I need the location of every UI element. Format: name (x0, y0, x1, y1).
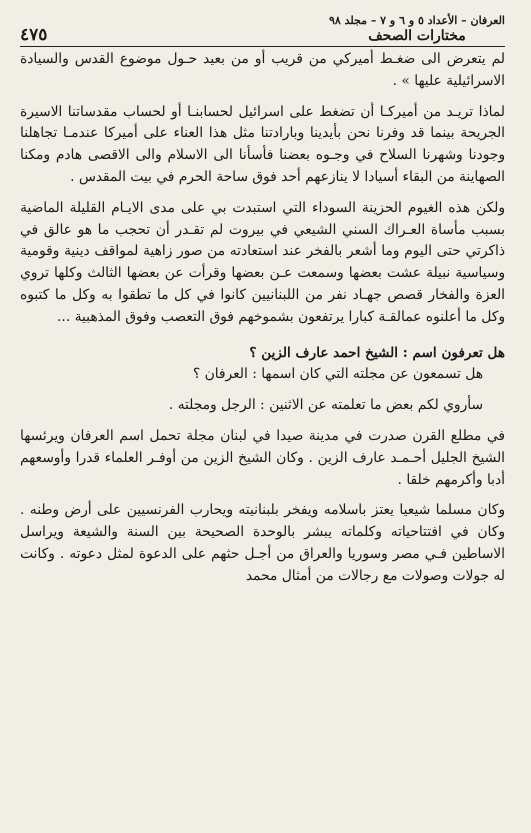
article-body (20, 49, 505, 588)
dialogue-line: هل تسمعون عن مجلته التي كان اسمها : العرفان ؟ (192, 366, 483, 383)
paragraph: في مطلع القرن صدرت في مدينة صيدا في لبنان مجلة تحمل اسم العرفان ويرئسها الشيخ الجليل أحـمـد عارف الزين . وكان الشيخ الزين من أوفـر العلماء قدرا وأوسعهم أدبا وأكرمهم خلقا . (20, 427, 505, 488)
paragraph: لماذا تريـد من أميركـا أن تضغط على اسرائيل لحسابنـا أو لحساب مقدساتنا الاسيرة الجريحة بينما قد وفرنا نحن بأيدينا وبارادتنا مثل هذا العناء على أميركا عندمـا تجاهلنا وجودنا وشهرنا السلاح في وجـوه بعضنا فأسأنا الى الاسلام والى الاقصى هادم ومكنا الصهاينة من البقاء أسيادا لا ينازعهم أحد فوق ساحة الحرم في بيت المقدس . (20, 103, 505, 185)
paragraph: وكان مسلما شيعيا يعتز باسلامه ويفخر بلبنانيته ويحارب الفرنسيين على أرض وطنه . وكان في افتتاحياته وكلماته يبشر بالوحدة الصحيحة بين السنة والشيعة ويراسل الاساطين فـي مصر وسوريا والعراق من أجـل حثهم على الدعوة لمثل دعوته . وكانت له جولات وصولات مع رجالات من أمثال محمد (20, 502, 505, 584)
dialogue-line: سأروي لكم بعض ما تعلمته عن الاثنين : الرجل ومجلته . (168, 397, 483, 414)
page-number: ٤٧٥ (20, 25, 48, 45)
section-title: مختارات الصحف (368, 28, 466, 44)
paragraph: لم يتعرض الى ضغـط أميركي من قريب أو من بعيد حـول موضوع القدس والسيادة الاسرائيلية عليها » . (20, 51, 505, 89)
paragraph: ولكن هذه الغيوم الحزينة السوداء التي استبدت بي على مدى الايـام القليلة الماضية بسبب مأساة العـراك السني الشيعي في بيروت لم تقـدر أن تحجب ما هو عالق في ذاكرتي حتى اليوم وما أشعر بالفخر عند استعادته من صور زاهية لمواقف دينية وقومية وسياسية نبيلة عشت بعضها وسمعت عـن بعضها وقرأت عن بعضها الثالث وكلها تروي العزة والفخار قصص جهـاد نفر من اللبنانيين كانوا في كل ما تطقوا به وكل ما كتبوه وكل ما أعلنوه عمالقـة كبارا يرتفعون بشموخهم فوق التعصب وفوق المذهبية ... (20, 199, 505, 325)
page-header (20, 10, 505, 47)
header-title-block (329, 14, 505, 46)
question-heading: هل تعرفون اسم : الشيخ احمد عارف الزين ؟ (249, 344, 505, 361)
issue-line: العرفان – الأعداد ٥ و ٦ و ٧ – مجلد ٩٨ (328, 14, 505, 27)
